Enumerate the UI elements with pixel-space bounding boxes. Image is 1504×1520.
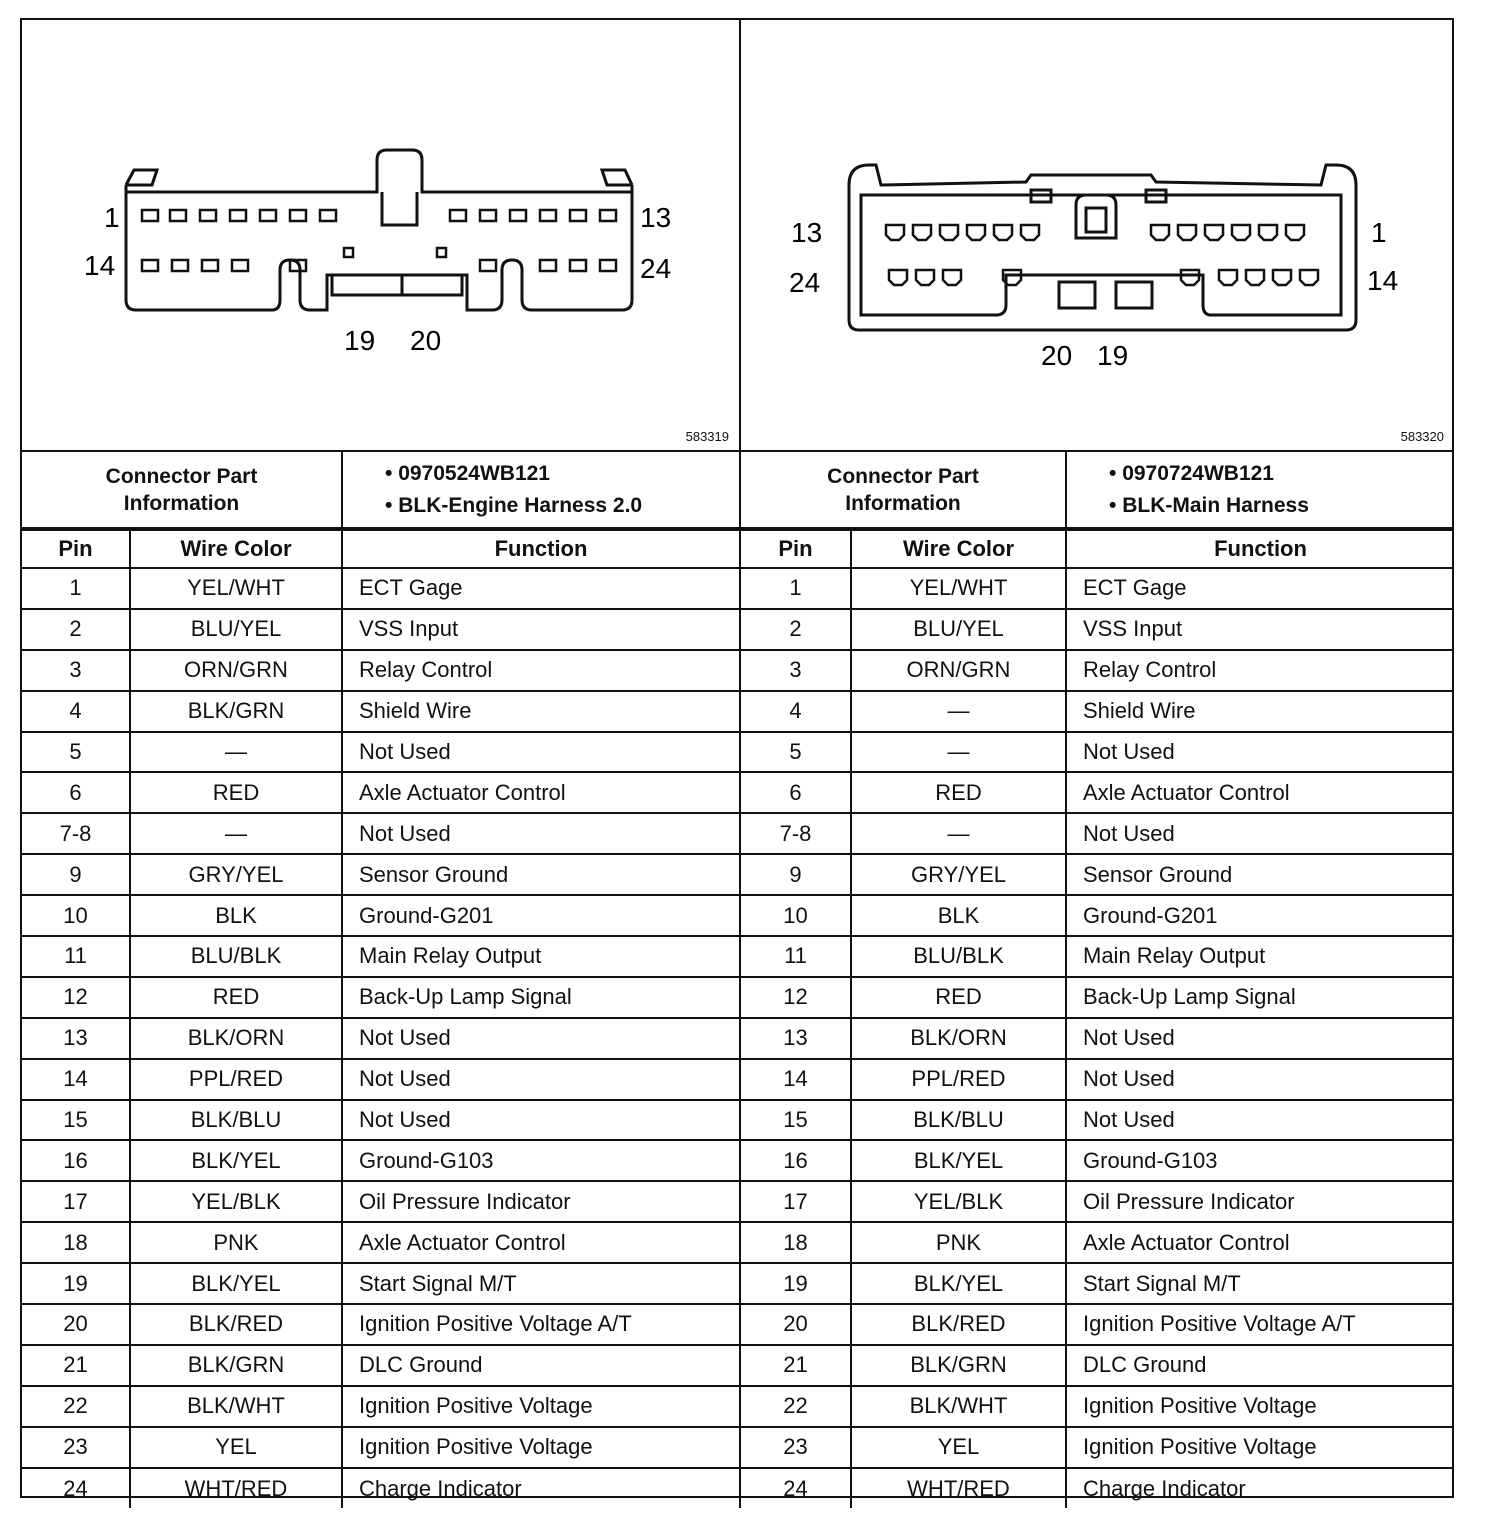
wire-color-cell: PPL/RED <box>851 1059 1066 1100</box>
pin-label-top-left: 13 <box>791 217 823 248</box>
harness-name: BLK-Engine Harness 2.0 <box>398 493 643 517</box>
function-cell: Back-Up Lamp Signal <box>1066 977 1454 1018</box>
pin-cell: 4 <box>22 691 130 732</box>
table-row <box>22 1222 739 1263</box>
table-row <box>22 1345 739 1386</box>
table-row <box>741 1345 1454 1386</box>
wire-color-cell: BLK/WHT <box>851 1386 1066 1427</box>
function-cell: Oil Pressure Indicator <box>342 1181 739 1222</box>
function-cell: Not Used <box>1066 1059 1454 1100</box>
table-row <box>741 1181 1454 1222</box>
table-row <box>741 854 1454 895</box>
pin-cell: 6 <box>741 772 851 813</box>
connector-diagram-main <box>741 20 1454 452</box>
pin-cell: 16 <box>22 1140 130 1181</box>
table-row <box>741 813 1454 854</box>
wire-color-cell: BLK/YEL <box>851 1263 1066 1304</box>
pin-cell: 1 <box>741 568 851 609</box>
table-row <box>741 609 1454 650</box>
function-cell: Not Used <box>342 1018 739 1059</box>
pin-label-bottom-right: 24 <box>640 253 672 284</box>
wire-color-cell: BLU/YEL <box>130 609 342 650</box>
pin-cell: 9 <box>741 854 851 895</box>
pin-cell: 19 <box>741 1263 851 1304</box>
table-row <box>22 1059 739 1100</box>
table-row <box>22 650 739 691</box>
pin-cell: 20 <box>22 1304 130 1345</box>
wire-color-cell: — <box>851 732 1066 773</box>
table-row <box>22 1181 739 1222</box>
table-row <box>741 691 1454 732</box>
wire-color-cell: BLK/YEL <box>851 1140 1066 1181</box>
function-cell: Not Used <box>1066 732 1454 773</box>
wire-color-cell: BLK/ORN <box>851 1018 1066 1059</box>
table-row <box>22 691 739 732</box>
wire-color-cell: BLK/RED <box>130 1304 342 1345</box>
table-row <box>22 1386 739 1427</box>
function-cell: Ignition Positive Voltage A/T <box>342 1304 739 1345</box>
table-row <box>741 1304 1454 1345</box>
table-row <box>22 568 739 609</box>
function-cell: Ignition Positive Voltage <box>1066 1386 1454 1427</box>
wire-color-cell: BLU/YEL <box>851 609 1066 650</box>
function-cell: ECT Gage <box>342 568 739 609</box>
table-row <box>22 1427 739 1468</box>
table-row <box>741 1059 1454 1100</box>
wire-color-cell: GRY/YEL <box>851 854 1066 895</box>
wire-color-cell: YEL/BLK <box>130 1181 342 1222</box>
pin-cell: 21 <box>741 1345 851 1386</box>
figure-id: 583320 <box>1400 429 1444 444</box>
pin-cell: 6 <box>22 772 130 813</box>
pin-rows-engine <box>22 568 739 1508</box>
table-row <box>741 1222 1454 1263</box>
pin-cell: 12 <box>741 977 851 1018</box>
table-row <box>741 936 1454 977</box>
table-row <box>22 732 739 773</box>
table-row <box>22 772 739 813</box>
pin-label-bottom-right: 14 <box>1367 265 1399 296</box>
connector-face-engine-icon <box>22 20 738 450</box>
wire-color-cell: YEL/WHT <box>851 568 1066 609</box>
wire-color-cell: BLK <box>851 895 1066 936</box>
wire-color-header: Wire Color <box>130 530 342 568</box>
table-row <box>741 1386 1454 1427</box>
pin-label-top-right: 13 <box>640 202 672 233</box>
table-row <box>741 650 1454 691</box>
pin-table-main <box>741 529 1454 1508</box>
table-row <box>22 609 739 650</box>
table-row <box>741 1018 1454 1059</box>
wire-color-cell: YEL/WHT <box>130 568 342 609</box>
pin-cell: 9 <box>22 854 130 895</box>
table-row <box>22 1304 739 1345</box>
table-row <box>22 1018 739 1059</box>
function-cell: Shield Wire <box>1066 691 1454 732</box>
table-row <box>22 1468 739 1509</box>
function-cell: Ground-G103 <box>1066 1140 1454 1181</box>
function-cell: Ignition Positive Voltage <box>342 1386 739 1427</box>
function-cell: Charge Indicator <box>342 1468 739 1509</box>
info-title: Connector Part <box>827 464 979 488</box>
function-header: Function <box>1066 530 1454 568</box>
pin-cell: 14 <box>741 1059 851 1100</box>
wire-color-cell: — <box>130 732 342 773</box>
wire-color-cell: YEL <box>130 1427 342 1468</box>
function-cell: Not Used <box>342 1100 739 1141</box>
function-cell: Oil Pressure Indicator <box>1066 1181 1454 1222</box>
wire-color-cell: BLK/RED <box>851 1304 1066 1345</box>
pin-cell: 11 <box>741 936 851 977</box>
function-header: Function <box>342 530 739 568</box>
pin-cell: 21 <box>22 1345 130 1386</box>
harness-name: BLK-Main Harness <box>1122 493 1309 517</box>
function-cell: Not Used <box>342 732 739 773</box>
pin-header: Pin <box>22 530 130 568</box>
connector-info-engine <box>22 452 739 529</box>
info-title-2: Information <box>123 491 240 515</box>
pin-label-bottom-left: 24 <box>789 267 821 298</box>
table-row <box>741 895 1454 936</box>
wire-color-cell: RED <box>130 772 342 813</box>
function-cell: Back-Up Lamp Signal <box>342 977 739 1018</box>
function-cell: Ignition Positive Voltage <box>342 1427 739 1468</box>
pin-label-lower-a: 19 <box>344 325 376 356</box>
wire-color-cell: BLU/BLK <box>851 936 1066 977</box>
wire-color-cell: BLK/WHT <box>130 1386 342 1427</box>
pin-cell: 20 <box>741 1304 851 1345</box>
wire-color-cell: YEL/BLK <box>851 1181 1066 1222</box>
figure-id: 583319 <box>685 429 729 444</box>
bullet-icon: • <box>1109 461 1117 485</box>
pin-cell: 13 <box>741 1018 851 1059</box>
table-row <box>741 1140 1454 1181</box>
bullet-icon: • <box>385 461 393 485</box>
function-cell: Relay Control <box>1066 650 1454 691</box>
pin-cell: 15 <box>22 1100 130 1141</box>
function-cell: Not Used <box>1066 1018 1454 1059</box>
function-cell: VSS Input <box>342 609 739 650</box>
pin-cell: 24 <box>22 1468 130 1509</box>
wire-color-cell: BLK/ORN <box>130 1018 342 1059</box>
wire-color-cell: BLK/BLU <box>851 1100 1066 1141</box>
pin-rows-main <box>741 568 1454 1508</box>
wire-color-cell: RED <box>851 977 1066 1018</box>
function-cell: VSS Input <box>1066 609 1454 650</box>
table-row <box>741 732 1454 773</box>
wire-color-cell: BLK/GRN <box>851 1345 1066 1386</box>
pin-cell: 3 <box>741 650 851 691</box>
function-cell: Charge Indicator <box>1066 1468 1454 1509</box>
table-row <box>741 1427 1454 1468</box>
table-row <box>741 568 1454 609</box>
table-row <box>741 1100 1454 1141</box>
pin-label-bottom-left: 14 <box>84 250 116 281</box>
pin-cell: 3 <box>22 650 130 691</box>
table-row <box>22 1140 739 1181</box>
wire-color-header: Wire Color <box>851 530 1066 568</box>
wire-color-cell: BLK/BLU <box>130 1100 342 1141</box>
pin-cell: 7-8 <box>22 813 130 854</box>
pin-label-lower-a: 20 <box>1041 340 1073 371</box>
function-cell: Not Used <box>1066 813 1454 854</box>
function-cell: Sensor Ground <box>342 854 739 895</box>
table-row <box>22 936 739 977</box>
table-row <box>22 895 739 936</box>
pin-cell: 23 <box>741 1427 851 1468</box>
wire-color-cell: WHT/RED <box>130 1468 342 1509</box>
wire-color-cell: BLK/GRN <box>130 1345 342 1386</box>
pin-cell: 10 <box>22 895 130 936</box>
wire-color-cell: — <box>130 813 342 854</box>
function-cell: Ground-G201 <box>1066 895 1454 936</box>
pin-cell: 19 <box>22 1263 130 1304</box>
pin-table-engine <box>22 529 739 1508</box>
connector-info-main <box>741 452 1454 529</box>
wire-color-cell: GRY/YEL <box>130 854 342 895</box>
pin-cell: 4 <box>741 691 851 732</box>
function-cell: Axle Actuator Control <box>1066 1222 1454 1263</box>
function-cell: Axle Actuator Control <box>1066 772 1454 813</box>
info-title: Connector Part <box>105 464 258 488</box>
table-row <box>22 1100 739 1141</box>
table-row <box>22 813 739 854</box>
pin-header: Pin <box>741 530 851 568</box>
wire-color-cell: — <box>851 813 1066 854</box>
pin-cell: 24 <box>741 1468 851 1509</box>
function-cell: Axle Actuator Control <box>342 1222 739 1263</box>
function-cell: Relay Control <box>342 650 739 691</box>
function-cell: Not Used <box>342 813 739 854</box>
wire-color-cell: PNK <box>130 1222 342 1263</box>
pin-cell: 5 <box>741 732 851 773</box>
pin-cell: 5 <box>22 732 130 773</box>
function-cell: Shield Wire <box>342 691 739 732</box>
function-cell: Ground-G201 <box>342 895 739 936</box>
table-row <box>22 1263 739 1304</box>
part-number: 0970724WB121 <box>1122 461 1274 485</box>
pin-cell: 17 <box>22 1181 130 1222</box>
function-cell: Not Used <box>342 1059 739 1100</box>
connector-face-main-icon <box>741 20 1453 450</box>
pin-cell: 22 <box>741 1386 851 1427</box>
pin-cell: 2 <box>22 609 130 650</box>
wire-color-cell: PPL/RED <box>130 1059 342 1100</box>
pin-cell: 12 <box>22 977 130 1018</box>
function-cell: Axle Actuator Control <box>342 772 739 813</box>
function-cell: DLC Ground <box>1066 1345 1454 1386</box>
pin-label-lower-b: 20 <box>410 325 442 356</box>
wire-color-cell: WHT/RED <box>851 1468 1066 1509</box>
function-cell: Start Signal M/T <box>1066 1263 1454 1304</box>
wire-color-cell: RED <box>130 977 342 1018</box>
function-cell: ECT Gage <box>1066 568 1454 609</box>
pin-label-top-left: 1 <box>104 202 120 233</box>
pin-cell: 17 <box>741 1181 851 1222</box>
pin-cell: 13 <box>22 1018 130 1059</box>
pin-cell: 23 <box>22 1427 130 1468</box>
wire-color-cell: BLK/YEL <box>130 1140 342 1181</box>
wire-color-cell: PNK <box>851 1222 1066 1263</box>
function-cell: Ground-G103 <box>342 1140 739 1181</box>
connector-diagram-engine <box>22 20 739 452</box>
pin-cell: 11 <box>22 936 130 977</box>
function-cell: Sensor Ground <box>1066 854 1454 895</box>
function-cell: Ignition Positive Voltage <box>1066 1427 1454 1468</box>
wire-color-cell: RED <box>851 772 1066 813</box>
pin-label-lower-b: 19 <box>1097 340 1129 371</box>
wire-color-cell: ORN/GRN <box>851 650 1066 691</box>
pin-label-top-right: 1 <box>1371 217 1387 248</box>
connector-panel-main <box>740 20 1454 1508</box>
wire-color-cell: — <box>851 691 1066 732</box>
function-cell: Not Used <box>1066 1100 1454 1141</box>
pin-cell: 16 <box>741 1140 851 1181</box>
info-title-2: Information <box>845 491 961 515</box>
wire-color-cell: BLK/YEL <box>130 1263 342 1304</box>
bullet-icon: • <box>385 493 393 517</box>
connector-sheet <box>20 18 1454 1501</box>
connector-panel-engine <box>22 20 740 1508</box>
pin-cell: 2 <box>741 609 851 650</box>
wire-color-cell: ORN/GRN <box>130 650 342 691</box>
wire-color-cell: BLU/BLK <box>130 936 342 977</box>
function-cell: Main Relay Output <box>1066 936 1454 977</box>
table-row <box>741 1263 1454 1304</box>
wire-color-cell: YEL <box>851 1427 1066 1468</box>
function-cell: DLC Ground <box>342 1345 739 1386</box>
function-cell: Main Relay Output <box>342 936 739 977</box>
wire-color-cell: BLK/GRN <box>130 691 342 732</box>
wire-color-cell: BLK <box>130 895 342 936</box>
table-row <box>741 977 1454 1018</box>
function-cell: Ignition Positive Voltage A/T <box>1066 1304 1454 1345</box>
table-row <box>22 977 739 1018</box>
pin-cell: 18 <box>22 1222 130 1263</box>
bullet-icon: • <box>1109 493 1117 517</box>
pin-cell: 22 <box>22 1386 130 1427</box>
pin-cell: 10 <box>741 895 851 936</box>
table-row <box>741 1468 1454 1509</box>
function-cell: Start Signal M/T <box>342 1263 739 1304</box>
pin-cell: 15 <box>741 1100 851 1141</box>
pin-cell: 14 <box>22 1059 130 1100</box>
part-number: 0970524WB121 <box>398 461 550 485</box>
pin-cell: 1 <box>22 568 130 609</box>
pin-cell: 18 <box>741 1222 851 1263</box>
table-row <box>22 854 739 895</box>
pin-cell: 7-8 <box>741 813 851 854</box>
table-row <box>741 772 1454 813</box>
